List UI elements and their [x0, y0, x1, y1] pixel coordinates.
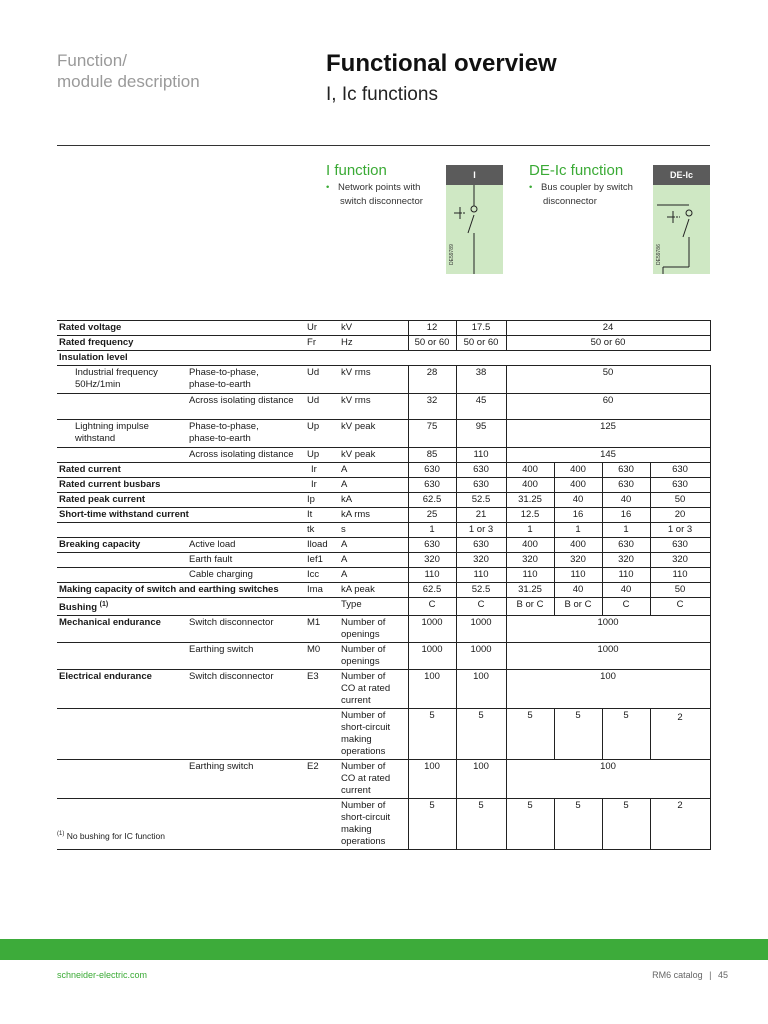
- table-row: Earth fault Ief1 A 320 320 320 320 320 320: [57, 553, 710, 568]
- section-label: [57, 50, 200, 92]
- table-row: Earthing switch E2 Number of CO at rated current 100 100 100: [57, 760, 710, 799]
- table-row: Rated peak current Ip kA 62.5 52.5 31.25 40 40 50: [57, 493, 710, 508]
- de-ic-diagram-label: DE-Ic: [653, 165, 710, 185]
- de-ic-diagram-code: DE59786: [656, 244, 662, 265]
- table-row: tk s 1 1 or 3 1 1 1 1 or 3: [57, 523, 710, 538]
- de-ic-function-diagram: [653, 165, 710, 274]
- i-function-diagram: [446, 165, 503, 274]
- i-diagram-code: DE59789: [449, 244, 455, 265]
- table-row: Number of short-circuit making operations 5 5 5 5 5 2: [57, 709, 710, 760]
- table-row: Insulation level: [57, 351, 710, 366]
- i-function-title: I function: [326, 162, 387, 179]
- table-row: Cable charging Icc A 110 110 110 110 110 110: [57, 568, 710, 583]
- de-ic-function-bullet: • Bus coupler by switch disconnector: [529, 182, 633, 207]
- section-label-line1: Function/: [57, 51, 127, 70]
- table-row: Industrial frequency 50Hz/1min Phase-to-phase, phase-to-earth Ud kV rms 28 38 50: [57, 366, 710, 394]
- page-title: Functional overview: [326, 50, 557, 77]
- table-row: Short-time withstand current It kA rms 25 21 12.5 16 16 20: [57, 508, 710, 523]
- table-row: Mechanical endurance Switch disconnector M1 Number of openings 1000 1000 1000: [57, 616, 710, 643]
- footer-band: [0, 939, 768, 960]
- table-row: Breaking capacity Active load Iload A 630 630 400 400 630 630: [57, 538, 710, 553]
- table-row: Bushing $^{(1)}$ Type C C B or C B or C C C: [57, 598, 710, 616]
- table-row: Rated voltage Ur kV 12 17.5 24: [57, 321, 710, 336]
- table-row: Rated current Ir A 630 630 400 400 630 630: [57, 463, 710, 478]
- footer-url[interactable]: schneider-electric.com: [57, 970, 148, 980]
- table-row: Lightning impulse withstand Phase-to-phase, phase-to-earth Up kV peak 75 95 125: [57, 420, 710, 448]
- page-number: 45: [717, 970, 728, 980]
- table-row: Rated frequency Fr Hz 50 or 60 50 or 60 50 or 60: [57, 336, 710, 351]
- table-row: Earthing switch M0 Number of openings 1000 1000 1000: [57, 643, 710, 670]
- table-row: Across isolating distance Ud kV rms 32 45 60: [57, 394, 710, 420]
- i-function-bullet: • Network points with switch disconnector: [326, 182, 423, 207]
- table-row: Electrical endurance Switch disconnector E3 Number of CO at rated current 100 100 100: [57, 670, 710, 709]
- de-ic-function-title: DE-Ic function: [529, 162, 624, 179]
- bullet-dot: •: [529, 182, 533, 193]
- i-diagram-label: I: [446, 165, 503, 185]
- section-label-line2: module description: [57, 72, 200, 91]
- bullet-dot: •: [326, 182, 330, 193]
- spec-table: [57, 320, 711, 850]
- page-subtitle: I, Ic functions: [326, 84, 438, 105]
- table-row: Number of short-circuit making operations 5 5 5 5 5 2: [57, 799, 710, 850]
- table-footnote: $^{(1)}$ No bushing for IC function: [57, 831, 165, 841]
- table-row: Rated current busbars Ir A 630 630 400 400 630 630: [57, 478, 710, 493]
- header-divider: [57, 145, 710, 146]
- footer-page-info: RM6 catalog | 45: [652, 970, 728, 980]
- table-row: Across isolating distance Up kV peak 85 110 145: [57, 448, 710, 463]
- table-row: Making capacity of switch and earthing switches Ima kA peak 62.5 52.5 31.25 40 40 50: [57, 583, 710, 598]
